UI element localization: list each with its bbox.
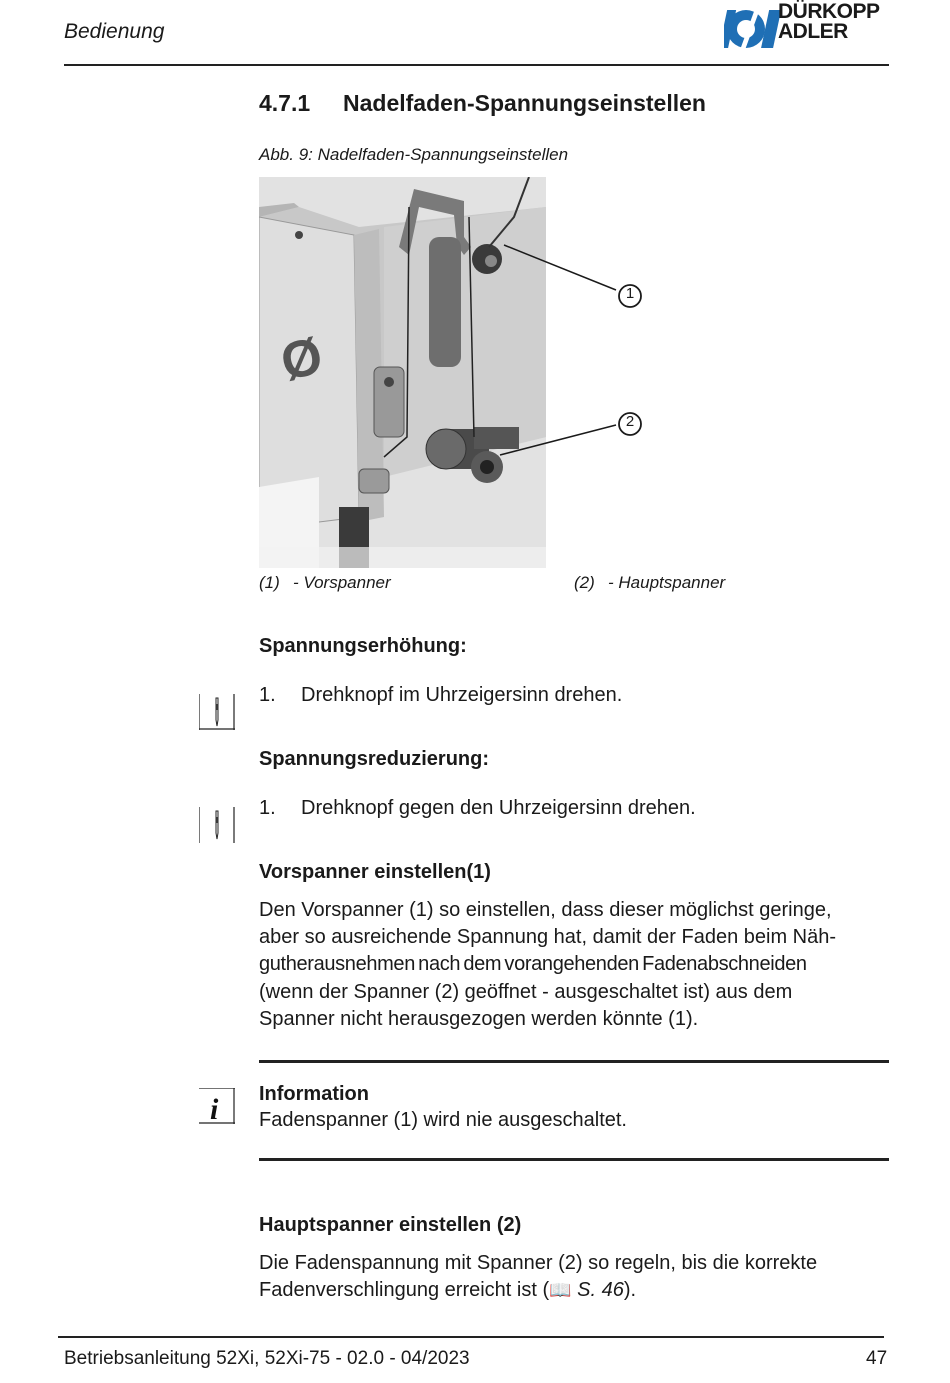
needle-action-icon	[199, 694, 235, 730]
info-title: Information	[259, 1083, 369, 1105]
footer-page-number: 47	[866, 1348, 888, 1369]
section-title: Nadelfaden-Spannungseinstellen	[343, 90, 706, 116]
legend-num: (1)	[259, 573, 280, 592]
legend-text: - Hauptspanner	[608, 573, 726, 592]
info-text: Fadenspanner (1) wird nie ausgeschaltet.	[259, 1109, 627, 1131]
svg-text:i: i	[210, 1093, 219, 1124]
callout-leaders	[490, 240, 650, 470]
logo-text	[778, 2, 880, 42]
decrease-step	[259, 797, 696, 820]
header-rule	[64, 64, 889, 66]
page-reference-link[interactable]: S. 46	[577, 1279, 624, 1302]
step-number: 1.	[259, 797, 276, 819]
logo-line-2: ADLER	[778, 20, 848, 43]
callout-1: 1	[625, 285, 635, 302]
logo-line-1: DÜRKOPP	[778, 0, 880, 23]
line-suffix: ).	[623, 1279, 637, 1302]
step-text: Drehknopf im Uhrzeigersinn drehen.	[301, 684, 623, 706]
needle-action-icon	[199, 807, 235, 843]
legend-num: (2)	[574, 573, 595, 592]
paragraph-line: Die Fadenspannung mit Spanner (2) so regeln, bis die korrekte	[259, 1252, 818, 1274]
legend-item-2	[574, 573, 725, 593]
paragraph-line: Spanner nicht herausgezogen werden könnte (1).	[259, 1007, 699, 1030]
paragraph-line: aber so ausreichende Spannung hat, damit der Faden beim Näh-	[259, 926, 837, 949]
main-tensioner-paragraph	[259, 1250, 889, 1304]
figure-caption: Abb. 9: Nadelfaden-Spannungseinstellen	[259, 145, 569, 164]
step-number: 1.	[259, 684, 276, 706]
logo-mark-icon	[724, 8, 781, 50]
paragraph-line	[259, 1277, 889, 1304]
footer-rule	[58, 1336, 884, 1338]
increase-step	[259, 684, 622, 707]
pre-tensioner-paragraph	[259, 897, 889, 1033]
pre-tensioner-heading: Vorspanner einstellen(1)	[259, 861, 491, 883]
paragraph-line: gutherausnehmen nach dem vorangehenden Fadenabschneiden	[259, 953, 807, 976]
header-section-title: Bedienung	[64, 20, 165, 43]
info-icon	[199, 1088, 235, 1124]
section-number: 4.7.1	[259, 90, 311, 116]
book-reference-icon: 📖	[549, 1280, 572, 1301]
paragraph-line: Den Vorspanner (1) so einstellen, dass dieser möglichst geringe,	[259, 899, 832, 921]
info-rule-top	[259, 1060, 889, 1063]
legend-item-1	[259, 573, 391, 593]
increase-heading: Spannungserhöhung:	[259, 635, 467, 657]
paragraph-line: (wenn der Spanner (2) geöffnet - ausgeschaltet ist) aus dem	[259, 980, 793, 1003]
footer-document-info: Betriebsanleitung 52Xi, 52Xi-75 - 02.0 - 04/2023	[64, 1348, 470, 1369]
legend-text: - Vorspanner	[293, 573, 391, 592]
callout-2: 2	[625, 413, 635, 430]
main-tensioner-heading: Hauptspanner einstellen (2)	[259, 1214, 522, 1236]
info-rule-bottom	[259, 1158, 889, 1161]
section-heading	[259, 90, 706, 117]
line-prefix: Fadenverschlingung erreicht ist (	[259, 1279, 550, 1302]
svg-text:Ø: Ø	[275, 326, 328, 393]
decrease-heading: Spannungsreduzierung:	[259, 748, 489, 770]
step-text: Drehknopf gegen den Uhrzeigersinn drehen.	[301, 797, 696, 819]
